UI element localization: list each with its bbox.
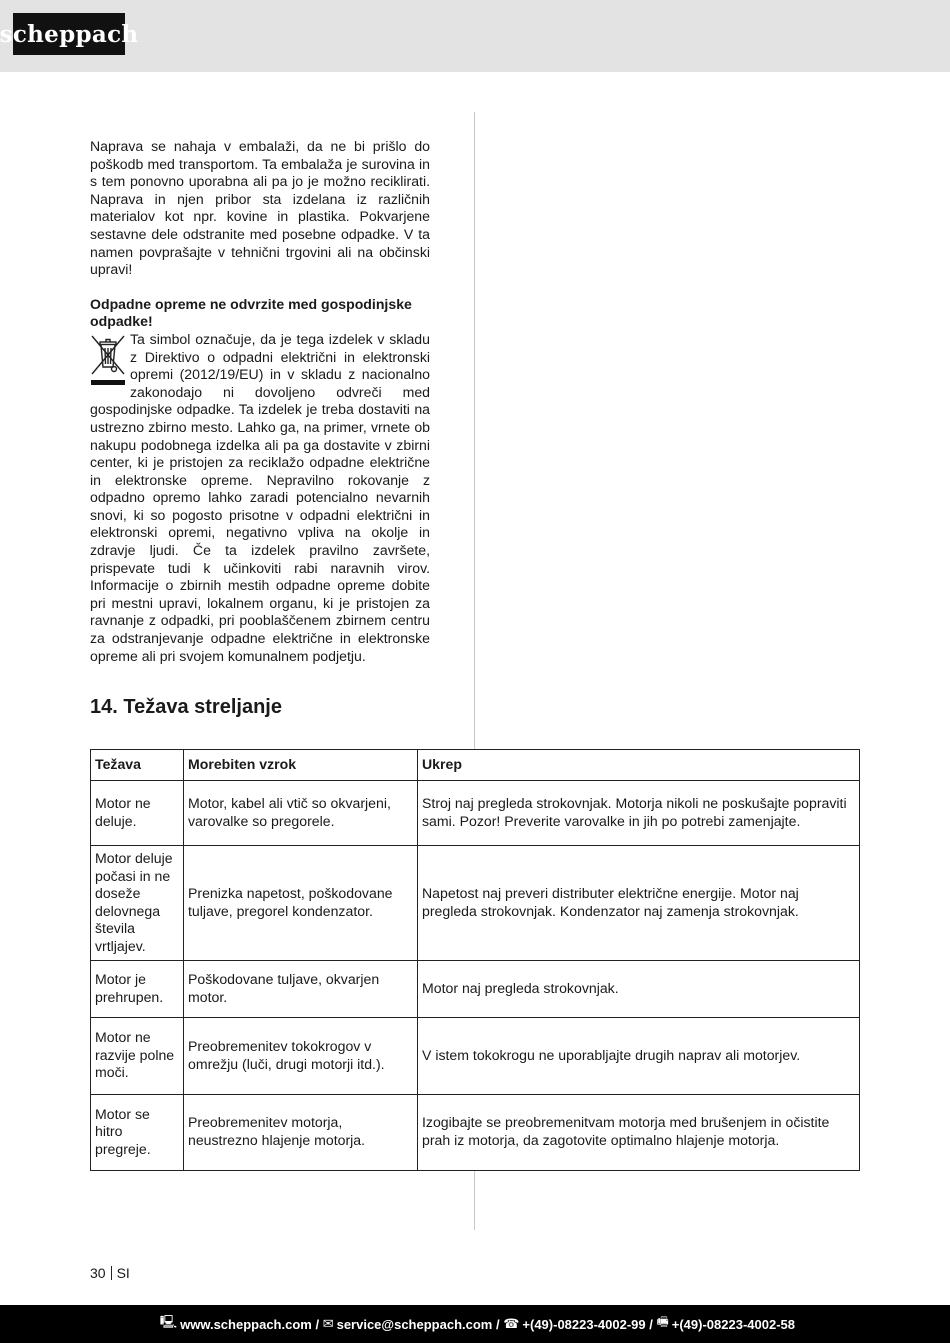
problem-cell: Motor deluje počasi in ne doseže delovnega števila vrtljajev. <box>91 846 184 961</box>
table-row <box>91 846 860 961</box>
packaging-paragraph: Naprava se nahaja v embalaži, da ne bi prišlo do poškodb med transportom. Ta embalaža je surovina in s tem ponovno uporabna ali pa jo je možno reciklirati. Naprava in njen pribor sta izdelana iz različnih materialov kot npr. kovine in plastika. Pokvarjene sestavne dele odstranite med posebne odpadke. V ta namen povprašajte v tehnični trgovini ali na občinski upravi! <box>90 138 430 278</box>
footer-fax: +(49)-08223-4002-58 <box>671 1316 795 1332</box>
problem-cell: Motor ne deluje. <box>91 781 184 846</box>
telephone-icon: ☎ <box>503 1316 520 1331</box>
remedy-cell: Izogibajte se preobremenitvam motorja med brušenjem in očistite prah iz motorja, da zagotovite optimalno hlajenje motorja. <box>418 1094 860 1170</box>
cause-cell: Preobremenitev motorja, neustrezno hlajenje motorja. <box>184 1094 418 1170</box>
remedy-cell: Motor naj pregleda strokovnjak. <box>418 960 860 1017</box>
footer-separator: / <box>492 1316 504 1332</box>
problem-cell: Motor ne razvije polne moči. <box>91 1017 184 1094</box>
header-remedy: Ukrep <box>418 750 860 781</box>
computer-icon: 🖳 <box>159 1314 178 1329</box>
fax-icon: 🖷 <box>656 1314 669 1329</box>
page-language: SI <box>116 1265 130 1281</box>
footer-separator: / <box>645 1316 657 1332</box>
footer-email[interactable]: service@scheppach.com <box>336 1316 493 1332</box>
remedy-cell: Napetost naj preveri distributer električne energije. Motor naj pregleda strokovnjak. Kondenzator naj zamenja strokovnjak. <box>418 846 860 961</box>
header-cause: Morebiten vzrok <box>184 750 418 781</box>
table-row <box>91 781 860 846</box>
troubleshooting-table <box>90 749 860 1171</box>
page-number-value: 30 <box>90 1265 106 1281</box>
table-row <box>91 1017 860 1094</box>
header-problem: Težava <box>91 750 184 781</box>
problem-cell: Motor se hitro pregreje. <box>91 1094 184 1170</box>
section-title: 14. Težava streljanje <box>90 696 282 718</box>
weee-heading: Odpadne opreme ne odvrzite med gospodinjske odpadke! <box>90 295 412 330</box>
page-number <box>90 1265 130 1281</box>
footer-phone: +(49)-08223-4002-99 <box>522 1316 646 1332</box>
crossed-out-wheeled-bin-icon <box>90 332 126 390</box>
page-header <box>0 0 950 72</box>
envelope-icon: ✉ <box>322 1316 334 1331</box>
footer-web[interactable]: www.scheppach.com <box>180 1316 312 1332</box>
page-number-separator <box>111 1266 112 1280</box>
weee-block <box>90 331 430 665</box>
cause-cell: Prenizka napetost, poškodovane tuljave, pregorel kondenzator. <box>184 846 418 961</box>
table-row <box>91 1094 860 1170</box>
remedy-cell: V istem tokokrogu ne uporabljajte drugih naprav ali motorjev. <box>418 1017 860 1094</box>
problem-cell: Motor je prehrupen. <box>91 960 184 1017</box>
cause-cell: Poškodovane tuljave, okvarjen motor. <box>184 960 418 1017</box>
table-header-row <box>91 750 860 781</box>
footer-separator: / <box>311 1316 323 1332</box>
cause-cell: Preobremenitev tokokrogov v omrežju (luči, drugi motorji itd.). <box>184 1017 418 1094</box>
weee-paragraph: Ta simbol označuje, da je tega izdelek v skladu z Direktivo o odpadni električni in elektronski opremi (2012/19/EU) in v skladu z nacionalno zakonodajo ni dovoljeno odvreči med gospodinjske odpadke. Ta izdelek je treba dostaviti na ustrezno zbirno mesto. Lahko ga, na primer, vrnete ob nakupu podobnega izdelka ali pa ga dostavite v zbirni center, ki je pristojen za reciklažo odpadne električne in elektronske opreme. Nepravilno rokovanje z odpadno opremo lahko zaradi potencialno nevarnih snovi, ki so pogosto prisotne v odpadni električni in elektronski opremi, negativno vpliva na okolje in zdravje ljudi. Če ta izdelek pravilno završete, prispevate tudi k učinkoviti rabi naravnih virov. Informacije o zbirnih mestih odpadne opreme dobite pri mestni upravi, lokalnem organu, ki je pristojen za ravnanje z odpadki, pri pooblaščenem zbirnem centru za odstranjevanje odpadne električne in elektronske opreme ali pri svojem komunalnem podjetju. <box>90 330 430 664</box>
scheppach-logo: scheppach <box>13 13 125 55</box>
cause-cell: Motor, kabel ali vtič so okvarjeni, varovalke so pregorele. <box>184 781 418 846</box>
remedy-cell: Stroj naj pregleda strokovnjak. Motorja nikoli ne poskušajte popraviti sami. Pozor! Preverite varovalke in jih po potrebi zamenjajte. <box>418 781 860 846</box>
left-column <box>90 138 430 665</box>
page-footer <box>0 1305 950 1343</box>
table-row <box>91 960 860 1017</box>
